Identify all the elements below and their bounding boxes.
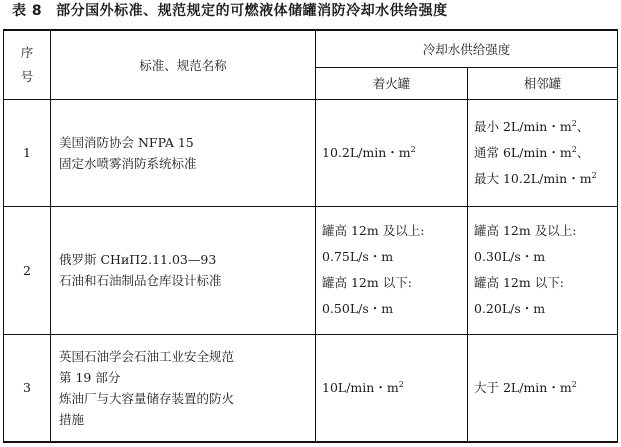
table-number: 表 8 xyxy=(12,3,43,19)
row-on-fire xyxy=(316,206,468,334)
header-index-line: 号 xyxy=(20,68,34,84)
row-name-line: 第 19 部分 xyxy=(59,369,121,385)
value-line: 10.2L/min・$m^2$ xyxy=(322,144,416,160)
table-row xyxy=(4,334,618,442)
table-title: 部分国外标准、规范规定的可燃液体储罐消防冷却水供给强度 xyxy=(56,3,448,19)
header-index-line: 序 xyxy=(20,44,34,60)
row-name xyxy=(51,206,316,334)
value-line: 10L/min・$m^2$ xyxy=(322,379,404,395)
row-on-fire xyxy=(316,99,468,206)
row-name-line: 俄罗斯 СНиП2.11.03—93 xyxy=(59,252,217,267)
value-line: 大于 2L/min・$m^2$ xyxy=(474,379,577,395)
row-adjacent xyxy=(468,206,618,334)
row-index: 1 xyxy=(4,99,51,206)
table-row xyxy=(4,99,618,206)
row-name-line: 英国石油学会石油工业安全规范 xyxy=(59,348,235,364)
row-name-line: 固定水喷雾消防系统标准 xyxy=(59,155,197,171)
header-name: 标准、规范名称 xyxy=(51,30,316,99)
row-adjacent xyxy=(468,99,618,206)
value-line: 罐高 12m 及以上: xyxy=(474,223,577,238)
row-name-line: 石油和石油制品仓库设计标准 xyxy=(59,273,222,288)
table-row xyxy=(4,206,618,334)
row-adjacent xyxy=(468,334,618,442)
row-index: 3 xyxy=(4,334,51,442)
value-line: 0.75L/s・m xyxy=(322,249,394,264)
value-line: 0.50L/s・m xyxy=(322,301,394,316)
value-line: 最大 10.2L/min・$m^2$ xyxy=(474,170,597,186)
row-name xyxy=(51,334,316,442)
value-line: 最小 2L/min・$m^2$、 xyxy=(474,118,590,134)
header-on-fire: 着火罐 xyxy=(316,67,468,99)
row-on-fire xyxy=(316,334,468,442)
cooling-water-table xyxy=(3,29,618,443)
row-name-line: 炼油厂与大容量储存装置的防火 xyxy=(59,390,235,406)
table-caption xyxy=(0,0,621,26)
header-adjacent: 相邻罐 xyxy=(468,67,618,99)
row-name-line: 措施 xyxy=(59,411,85,427)
row-index: 2 xyxy=(4,206,51,334)
value-line: 通常 6L/min・$m^2$、 xyxy=(474,144,590,160)
value-line: 罐高 12m 及以上: xyxy=(322,223,425,238)
header-row-1 xyxy=(4,30,618,67)
row-name-line: 美国消防协会 NFPA 15 xyxy=(59,134,194,150)
header-group: 冷却水供给强度 xyxy=(316,30,618,67)
value-line: 0.20L/s・m xyxy=(474,301,546,316)
value-line: 0.30L/s・m xyxy=(474,249,546,264)
value-line: 罐高 12m 以下: xyxy=(474,275,564,290)
value-line: 罐高 12m 以下: xyxy=(322,275,412,290)
row-name xyxy=(51,99,316,206)
header-index xyxy=(4,30,51,99)
